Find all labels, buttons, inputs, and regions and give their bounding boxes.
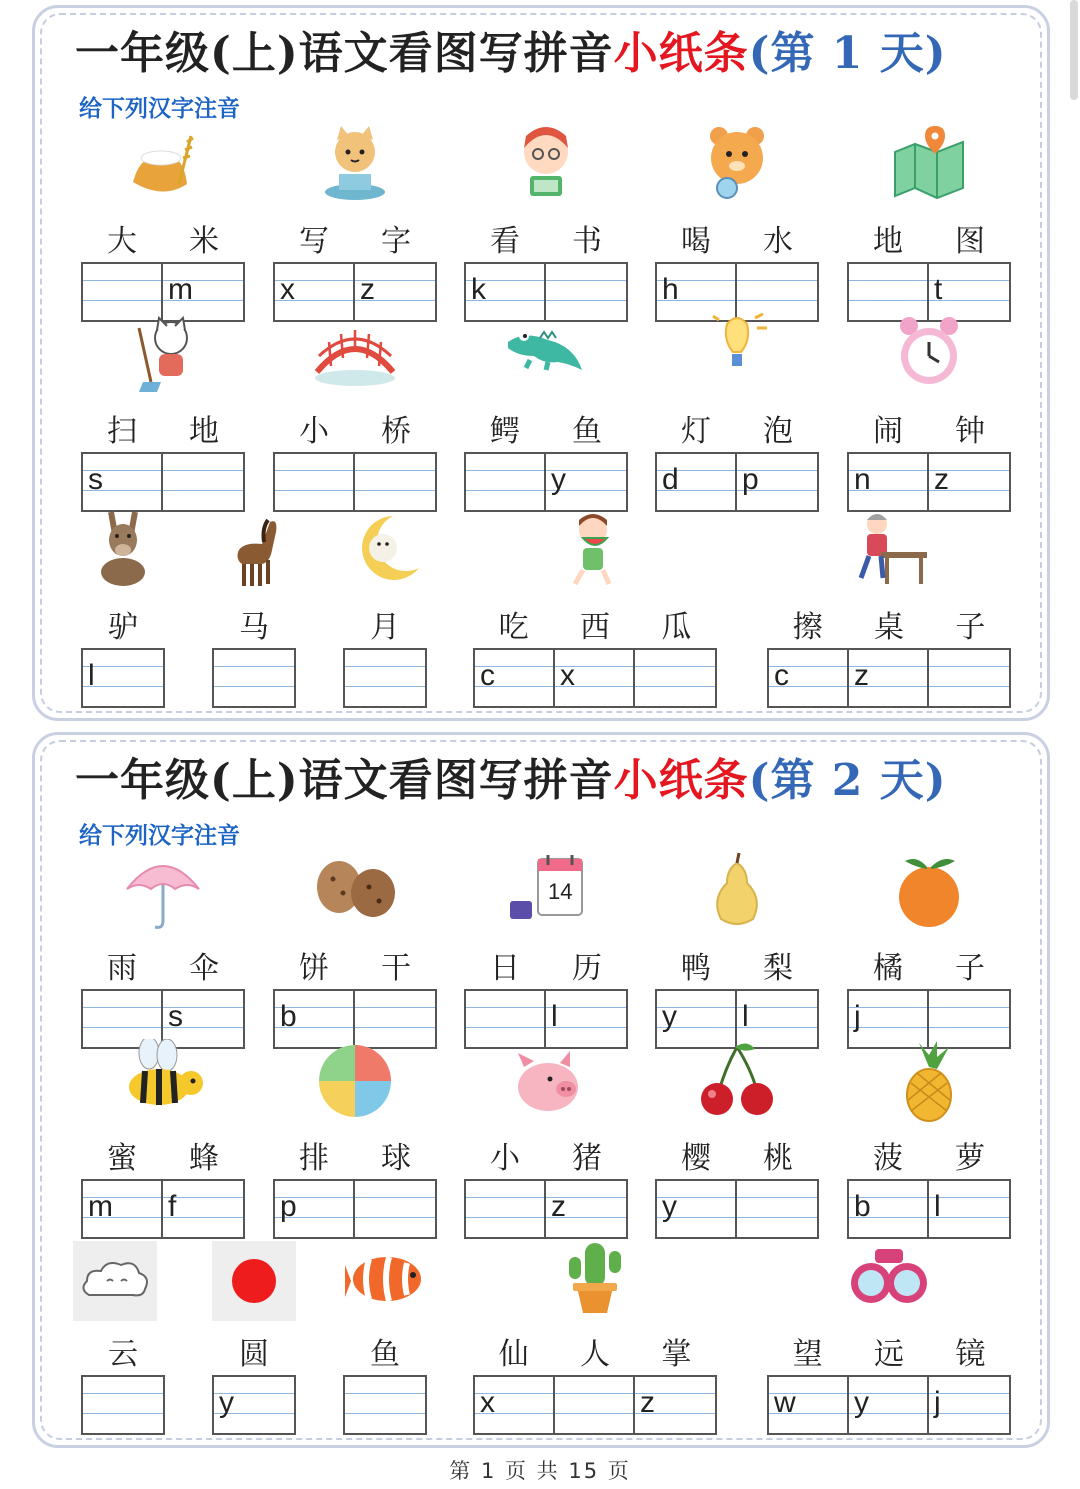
pinyin-box[interactable] [466,454,546,510]
hanzi-character: 瓜 [661,610,692,645]
hanzi-character: 灯 [681,414,711,449]
hanzi-character: 菠 [873,1141,903,1176]
pinyin-item [343,516,427,706]
pinyin-item [81,1047,245,1237]
hanzi-character: 写 [299,224,329,259]
pinyin-initial: p [280,1190,297,1223]
pinyin-item [655,1047,819,1237]
pinyin-box[interactable] [466,1181,546,1237]
pinyin-item [464,1047,628,1237]
pinyin-box[interactable] [657,1181,737,1237]
hanzi-row [655,218,819,258]
pinyin-initial: n [854,463,871,496]
title-red: 小纸条 [613,755,749,806]
hanzi-row [81,945,245,985]
hanzi-row [767,1331,1011,1371]
pinyin-initial: l [88,659,95,692]
alarm-clock-icon [887,312,971,396]
pinyin-initial: c [480,659,495,692]
calendar-number: 14 [548,879,573,904]
pinyin-initial: s [88,463,103,496]
page-scrollbar[interactable] [1070,0,1078,100]
hanzi-character: 小 [299,414,329,449]
hanzi-character: 小 [490,1141,520,1176]
pinyin-initial: b [280,1000,297,1033]
pinyin-item [655,130,819,320]
pinyin-box[interactable] [163,1181,243,1237]
hanzi-character: 猪 [572,1141,602,1176]
cherry-icon [695,1039,779,1123]
pinyin-item [273,320,437,510]
pinyin-initial: k [471,273,486,306]
pinyin-box[interactable] [635,650,715,706]
hanzi-character: 橘 [873,951,903,986]
hanzi-character: 人 [579,1337,610,1372]
pinyin-writing-grid [81,1375,165,1435]
hanzi-character: 球 [381,1141,411,1176]
pinyin-initial: z [934,463,949,496]
pinyin-item [464,857,628,1047]
pinyin-item [767,516,1011,706]
hanzi-row [464,945,628,985]
pinyin-box[interactable] [83,454,163,510]
pinyin-item [81,130,245,320]
pinyin-box[interactable] [83,1181,163,1237]
hanzi-character: 桥 [381,414,411,449]
pinyin-box[interactable] [929,1181,1009,1237]
hanzi-character: 桌 [873,610,904,645]
moon-icon [343,508,427,592]
pinyin-box[interactable] [769,1377,849,1433]
pinyin-initial: t [934,273,943,306]
pinyin-item [212,516,296,706]
pig-icon [504,1039,588,1123]
pinyin-box[interactable] [83,1377,163,1433]
bulb-icon [695,312,779,396]
bridge-icon [313,312,397,396]
cat-writing-icon [313,122,397,206]
hanzi-character: 水 [763,224,793,259]
pinyin-initial: z [360,273,375,306]
hanzi-character: 鱼 [370,1337,400,1372]
pinyin-writing-grid [273,452,437,512]
pinyin-item [343,1243,427,1433]
pinyin-item [273,1047,437,1237]
worksheet-day-1 [32,5,1050,721]
hanzi-character: 排 [299,1141,329,1176]
hanzi-row [343,604,427,644]
pineapple-icon [887,1039,971,1123]
hanzi-character: 大 [107,224,137,259]
pinyin-box[interactable] [657,454,737,510]
pinyin-initial: f [168,1190,177,1223]
hanzi-row [81,218,245,258]
bear-drinking-icon [695,122,779,206]
hanzi-row [81,408,245,448]
worksheet-day-2 [32,732,1050,1448]
pinyin-box[interactable] [555,650,635,706]
pinyin-writing-grid [464,1179,628,1239]
pinyin-initial: b [854,1190,871,1223]
hanzi-character: 日 [490,951,520,986]
hanzi-row [847,1135,1011,1175]
hanzi-row [273,218,437,258]
pinyin-box[interactable] [345,1377,425,1433]
hanzi-character: 望 [792,1337,823,1372]
pinyin-initial: p [742,463,759,496]
hanzi-row [81,604,165,644]
hanzi-character: 喝 [681,224,711,259]
title-main: 一年级(上)语文看图写拼音 [75,755,614,806]
pinyin-box[interactable] [849,1377,929,1433]
clownfish-icon [343,1235,427,1319]
hanzi-row [655,1135,819,1175]
pinyin-box[interactable] [163,454,243,510]
pinyin-box[interactable] [83,650,163,706]
pinyin-box[interactable] [546,1181,626,1237]
cactus-icon [553,1235,637,1319]
pinyin-item [212,1243,296,1433]
pinyin-initial: x [280,273,295,306]
pinyin-writing-grid [847,1179,1011,1239]
hanzi-row [847,408,1011,448]
pinyin-initial: y [219,1386,234,1419]
map-icon [887,122,971,206]
hanzi-row [464,408,628,448]
pinyin-box[interactable] [737,1181,817,1237]
pinyin-writing-grid [343,648,427,708]
pinyin-item [847,1047,1011,1237]
hanzi-row [847,218,1011,258]
hanzi-character: 字 [381,224,411,259]
pinyin-writing-grid [212,1375,296,1435]
instruction: 给下列汉字注音 [79,823,240,849]
hanzi-character: 蜜 [107,1141,137,1176]
hanzi-character: 鸭 [681,951,711,986]
pinyin-writing-grid [847,452,1011,512]
calendar-icon [504,849,588,933]
pinyin-box[interactable] [546,454,626,510]
pinyin-item [464,320,628,510]
hanzi-character: 擦 [792,610,823,645]
pinyin-initial: l [742,1000,749,1033]
hanzi-character: 子 [955,951,985,986]
pinyin-item [464,130,628,320]
hanzi-row [273,408,437,448]
pinyin-item [81,516,165,706]
pinyin-initial: j [854,1000,861,1033]
hanzi-row [464,1135,628,1175]
pinyin-item [655,857,819,1047]
rice-icon [121,122,205,206]
hanzi-row [767,604,1011,644]
hanzi-character: 樱 [681,1141,711,1176]
hanzi-character: 看 [490,224,520,259]
hanzi-character: 驴 [108,610,138,645]
worksheet-title [75,749,947,813]
pinyin-box[interactable] [275,1181,355,1237]
horse-icon [212,508,296,592]
pinyin-initial: l [934,1190,941,1223]
pinyin-writing-grid [473,648,717,708]
beach-ball-icon [313,1039,397,1123]
orange-icon [887,849,971,933]
hanzi-row [655,408,819,448]
bee-icon [121,1039,205,1123]
hanzi-row [847,945,1011,985]
pinyin-item [847,857,1011,1047]
pinyin-initial: j [934,1386,941,1419]
hanzi-character: 图 [955,224,985,259]
pinyin-box[interactable] [849,1181,929,1237]
pinyin-initial: x [480,1386,495,1419]
pinyin-item [473,516,717,706]
pinyin-writing-grid [212,648,296,708]
page-footer: 第 1 页 共 15 页 [449,1459,631,1483]
pinyin-initial: h [662,273,679,306]
hanzi-character: 历 [572,951,602,986]
cat-sweeping-icon [121,312,205,396]
hanzi-character: 伞 [189,951,219,986]
pinyin-initial: d [662,463,679,496]
pinyin-box[interactable] [355,1181,435,1237]
hanzi-row [473,604,717,644]
hanzi-character: 萝 [955,1141,985,1176]
pinyin-initial: w [774,1386,796,1419]
pinyin-box[interactable] [769,650,849,706]
hanzi-character: 子 [955,610,986,645]
pinyin-initial: m [88,1190,113,1223]
pinyin-box[interactable] [929,1377,1009,1433]
pinyin-writing-grid [81,648,165,708]
pinyin-initial: z [640,1386,655,1419]
cloud-icon [73,1239,157,1323]
pinyin-writing-grid [655,1179,819,1239]
hanzi-character: 月 [370,610,400,645]
pinyin-item [473,1243,717,1433]
pinyin-writing-grid [273,1179,437,1239]
hanzi-character: 干 [381,951,411,986]
hanzi-character: 米 [189,224,219,259]
pinyin-writing-grid [81,452,245,512]
hanzi-row [212,1331,296,1371]
pinyin-writing-grid [473,1375,717,1435]
girl-watermelon-icon [553,508,637,592]
pinyin-writing-grid [767,648,1011,708]
worksheet-title [75,22,947,86]
pinyin-box[interactable] [355,454,435,510]
pinyin-initial: z [551,1190,566,1223]
hanzi-row [343,1331,427,1371]
pinyin-initial: y [551,463,566,496]
hanzi-character: 梨 [763,951,793,986]
pinyin-item [81,857,245,1047]
hanzi-character: 扫 [107,414,137,449]
hanzi-character: 闹 [873,414,903,449]
title-main: 一年级(上)语文看图写拼音 [75,28,614,79]
pinyin-initial: y [662,1000,677,1033]
hanzi-character: 书 [572,224,602,259]
hanzi-character: 桃 [763,1141,793,1176]
hanzi-character: 镜 [955,1337,986,1372]
hanzi-character: 泡 [763,414,793,449]
hanzi-character: 仙 [498,1337,529,1372]
hanzi-character: 鱼 [572,414,602,449]
hanzi-character: 掌 [661,1337,692,1372]
pinyin-item [81,1243,165,1433]
binoculars-icon [847,1235,931,1319]
pinyin-box[interactable] [555,1377,635,1433]
pinyin-initial: y [854,1386,869,1419]
pinyin-initial: s [168,1000,183,1033]
pinyin-box[interactable] [635,1377,715,1433]
pinyin-initial: y [662,1190,677,1223]
pinyin-initial: x [560,659,575,692]
pinyin-initial: z [854,659,869,692]
hanzi-character: 地 [189,414,219,449]
wiping-table-icon [847,508,931,592]
hanzi-character: 西 [579,610,610,645]
pinyin-item [273,130,437,320]
pinyin-item [847,320,1011,510]
pinyin-box[interactable] [475,1377,555,1433]
pinyin-box[interactable] [737,454,817,510]
hanzi-row [81,1331,165,1371]
pinyin-box[interactable] [214,1377,294,1433]
pinyin-initial: c [774,659,789,692]
pinyin-initial: l [551,1000,558,1033]
donkey-icon [81,508,165,592]
hanzi-character: 蜂 [189,1141,219,1176]
hanzi-row [81,1135,245,1175]
pinyin-writing-grid [655,452,819,512]
hanzi-character: 马 [239,610,269,645]
pinyin-item [847,130,1011,320]
pinyin-item [81,320,245,510]
pinyin-box[interactable] [475,650,555,706]
hanzi-character: 地 [873,224,903,259]
instruction: 给下列汉字注音 [79,96,240,122]
hanzi-character: 云 [108,1337,138,1372]
hanzi-row [464,218,628,258]
pinyin-box[interactable] [275,454,355,510]
hanzi-row [212,604,296,644]
pinyin-initial: m [168,273,193,306]
pinyin-writing-grid [343,1375,427,1435]
pinyin-box[interactable] [849,454,929,510]
title-day: (第 1 天) [748,28,947,79]
pinyin-writing-grid [767,1375,1011,1435]
girl-reading-icon [504,122,588,206]
umbrella-icon [121,849,205,933]
pinyin-box[interactable] [929,454,1009,510]
pinyin-box[interactable] [849,650,929,706]
crocodile-icon [504,312,588,396]
pinyin-writing-grid [81,1179,245,1239]
pinyin-item [273,857,437,1047]
pinyin-item [767,1243,1011,1433]
hanzi-character: 雨 [107,951,137,986]
hanzi-row [473,1331,717,1371]
red-circle-icon [212,1239,296,1323]
pinyin-box[interactable] [345,650,425,706]
hanzi-character: 吃 [498,610,529,645]
hanzi-row [273,1135,437,1175]
cookie-icon [313,849,397,933]
hanzi-row [655,945,819,985]
hanzi-character: 饼 [299,951,329,986]
hanzi-row [273,945,437,985]
hanzi-character: 远 [873,1337,904,1372]
pinyin-writing-grid [464,452,628,512]
pinyin-box[interactable] [214,650,294,706]
title-day: (第 2 天) [748,755,947,806]
title-red: 小纸条 [613,28,749,79]
hanzi-character: 圆 [239,1337,269,1372]
pear-icon [695,849,779,933]
hanzi-character: 鳄 [490,414,520,449]
pinyin-item [655,320,819,510]
hanzi-character: 钟 [955,414,985,449]
pinyin-box[interactable] [929,650,1009,706]
